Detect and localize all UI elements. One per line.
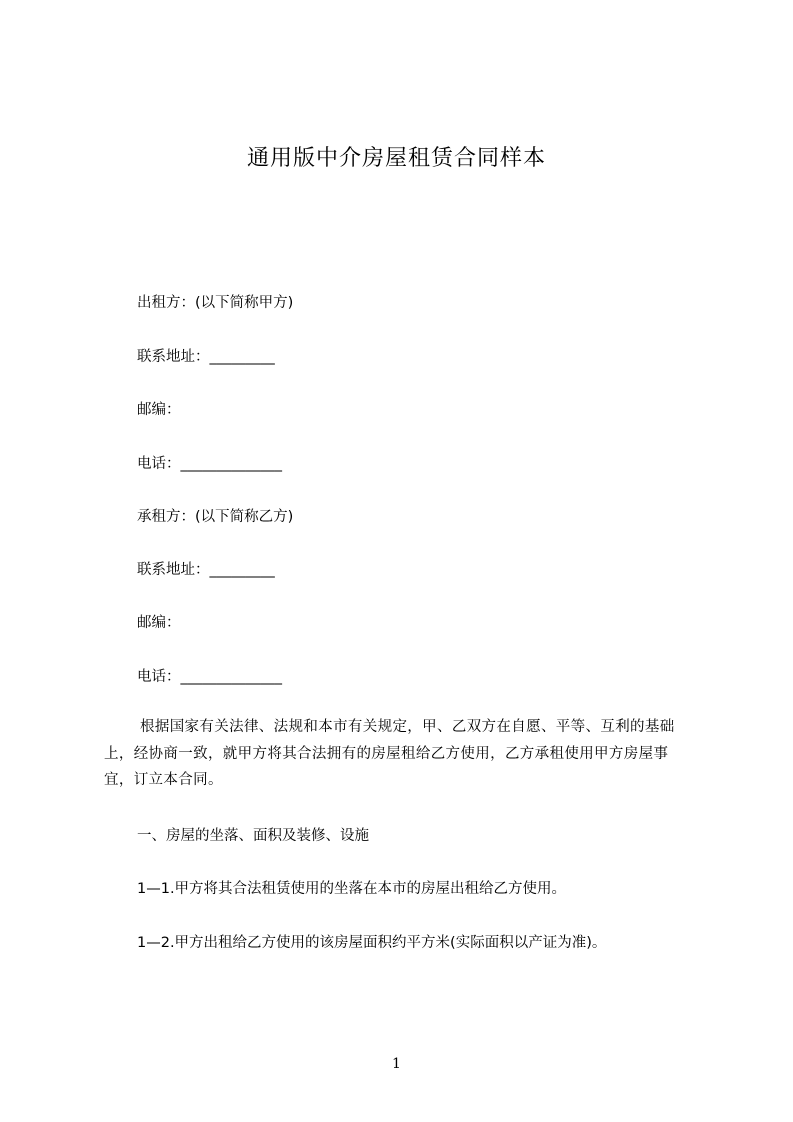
page-number: 1 — [392, 1056, 401, 1072]
lessor-line: 出租方：(以下简称甲方) — [137, 295, 294, 311]
document-title: 通用版中介房屋租赁合同样本 — [246, 146, 546, 171]
lessor-address-field: 联系地址：_________ — [137, 349, 275, 365]
lessor-phone-field: 电话：______________ — [137, 456, 282, 472]
clause-1-1: 1—1.甲方将其合法租赁使用的坐落在本市的房屋出租给乙方使用。 — [137, 881, 567, 897]
lessee-address-field: 联系地址：_________ — [137, 562, 275, 578]
preamble-paragraph: 根据国家有关法律、法规和本市有关规定，甲、乙双方在自愿、平等、互利的基础上，经协商一致，就甲方将其合法拥有的房屋租给乙方使用，乙方承租使用甲方房屋事宜，订立本合同。 — [104, 719, 675, 788]
lessee-postcode-field: 邮编： — [137, 615, 181, 631]
lessor-postcode-field: 邮编： — [137, 402, 181, 418]
clause-1-2: 1—2.甲方出租给乙方使用的该房屋面积约平方米(实际面积以产证为准)。 — [137, 935, 607, 951]
lessee-line: 承租方：(以下简称乙方) — [137, 509, 294, 525]
section-1-heading: 一、房屋的坐落、面积及装修、设施 — [137, 828, 369, 844]
lessee-phone-field: 电话：______________ — [137, 669, 282, 685]
